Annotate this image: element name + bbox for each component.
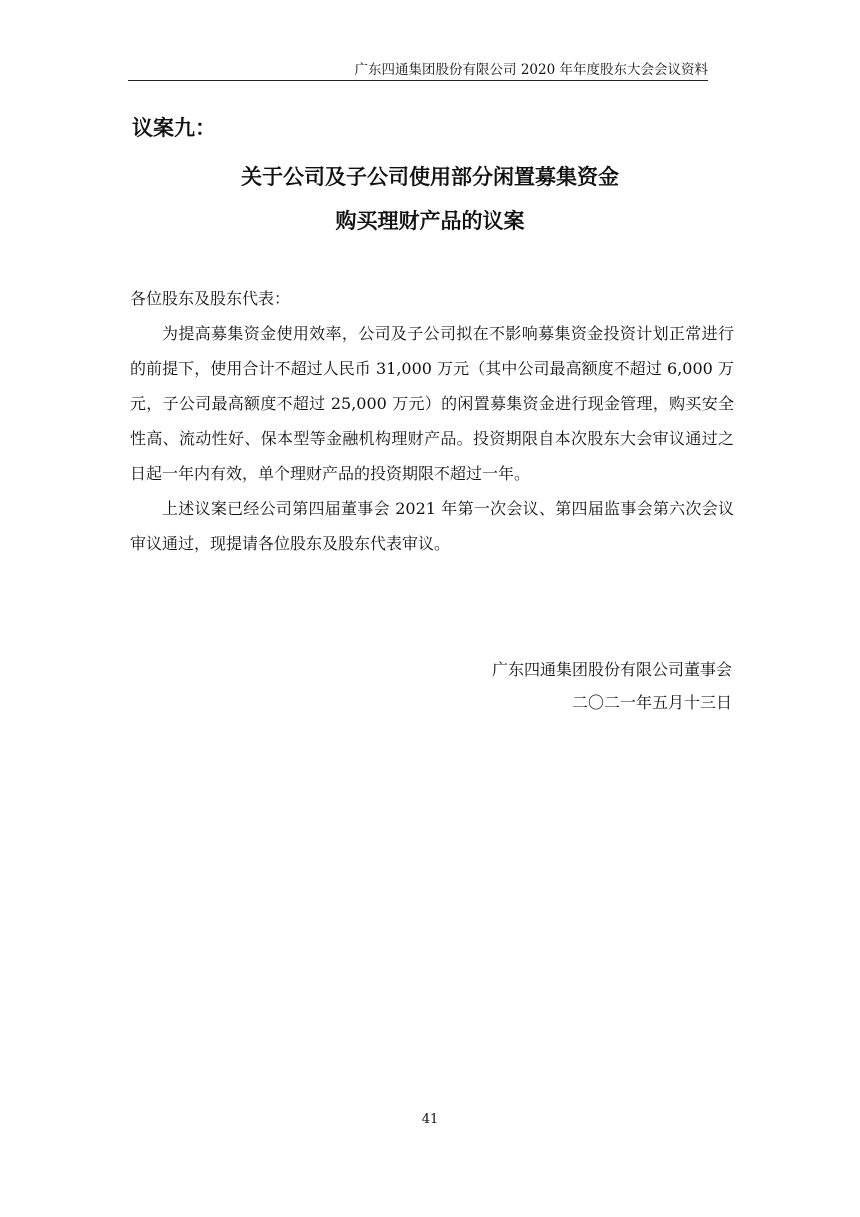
body-paragraph-2: 上述议案已经公司第四届董事会 2021 年第一次会议、第四届监事会第六次会议审议通过，现提请各位股东及股东代表审议。: [130, 499, 734, 553]
running-header: 广东四通集团股份有限公司 2020 年年度股东大会会议资料: [354, 62, 708, 78]
signature-organization: 广东四通集团股份有限公司董事会: [491, 660, 732, 679]
document-title-line-2: 购买理财产品的议案: [335, 209, 525, 233]
body-paragraph-1: 为提高募集资金使用效率，公司及子公司拟在不影响募集资金投资计划正常进行的前提下，使用合计不超过人民币 31,000 万元（其中公司最高额度不超过 6,000 万元，子公司最高额度不超过 25,000 万元）的闲置募集资金进行现金管理，购买安全性高、流动性好、保本型等金融机构理财产品。投资期限自本次股东大会审议通过之日起一年内有效，单个理财产品的投资期限不超过一年。: [130, 324, 734, 483]
header-divider: [128, 80, 708, 81]
salutation: 各位股东及股东代表：: [130, 289, 291, 308]
document-title-line-1: 关于公司及子公司使用部分闲置募集资金: [241, 165, 619, 189]
page-number: 41: [421, 1112, 439, 1127]
motion-number-heading: 议案九：: [132, 116, 216, 140]
signature-date: 二〇二一年五月十三日: [571, 693, 732, 712]
